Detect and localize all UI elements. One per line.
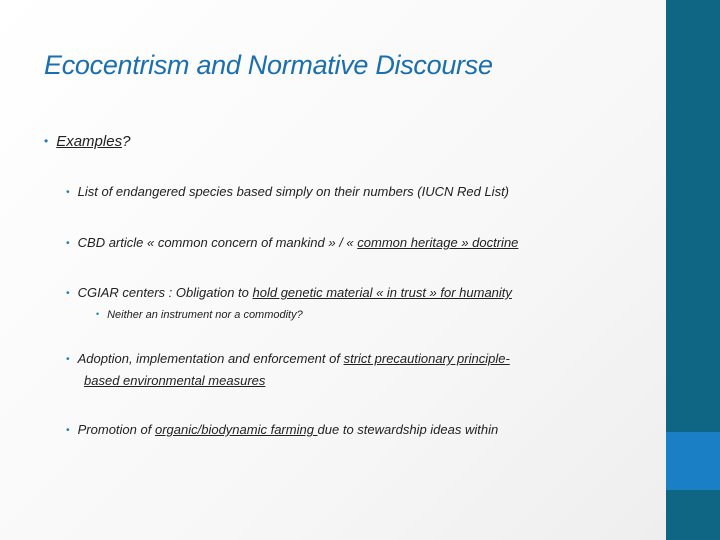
bullet-text: Adoption, implementation and enforcement of — [77, 351, 344, 366]
bullet-cbd-article — [66, 235, 518, 250]
bullet-underlined-text: organic/biodynamic farming — [154, 422, 318, 437]
bullet-text-after: due to stewardship ideas within — [317, 422, 499, 437]
bullet-continuation-line: based environmental measures — [84, 373, 266, 388]
bullet-organic-farming — [66, 422, 498, 437]
bullet-text: CBD article « common concern of mankind » / « — [77, 235, 358, 250]
slide-title: Ecocentrism and Normative Discourse — [44, 50, 493, 80]
bullet-cgiar-centers — [66, 285, 512, 300]
bullet-underlined-text: common heritage » doctrine — [357, 235, 519, 250]
bullet-dot: • — [66, 425, 70, 436]
bullet-text: Promotion of — [77, 422, 155, 437]
examples-label: Examples — [56, 133, 123, 150]
bullet-underlined-text: strict precautionary principle- — [343, 351, 510, 366]
bullet-dot: • — [44, 134, 49, 148]
bullet-underlined-text: hold genetic material « in trust » for humanity — [252, 285, 512, 300]
bullet-dot: • — [66, 187, 70, 198]
sub-bullet-instrument — [96, 309, 303, 321]
bullet-text: List of endangered species based simply on their numbers (IUCN Red List) — [77, 184, 510, 199]
bullet-iucn-red-list — [66, 184, 509, 199]
bullet-text: Neither an instrument nor a commodity? — [107, 309, 303, 321]
bullet-examples — [44, 133, 130, 150]
bullet-precautionary-principle — [66, 351, 510, 366]
bullet-dot: • — [66, 238, 70, 249]
bullet-dot: • — [66, 354, 70, 365]
bullet-dot: • — [96, 309, 100, 319]
bullet-text: CGIAR centers : Obligation to — [77, 285, 253, 300]
side-accent-block — [666, 432, 720, 490]
examples-question-mark: ? — [122, 133, 131, 150]
bullet-dot: • — [66, 288, 70, 299]
